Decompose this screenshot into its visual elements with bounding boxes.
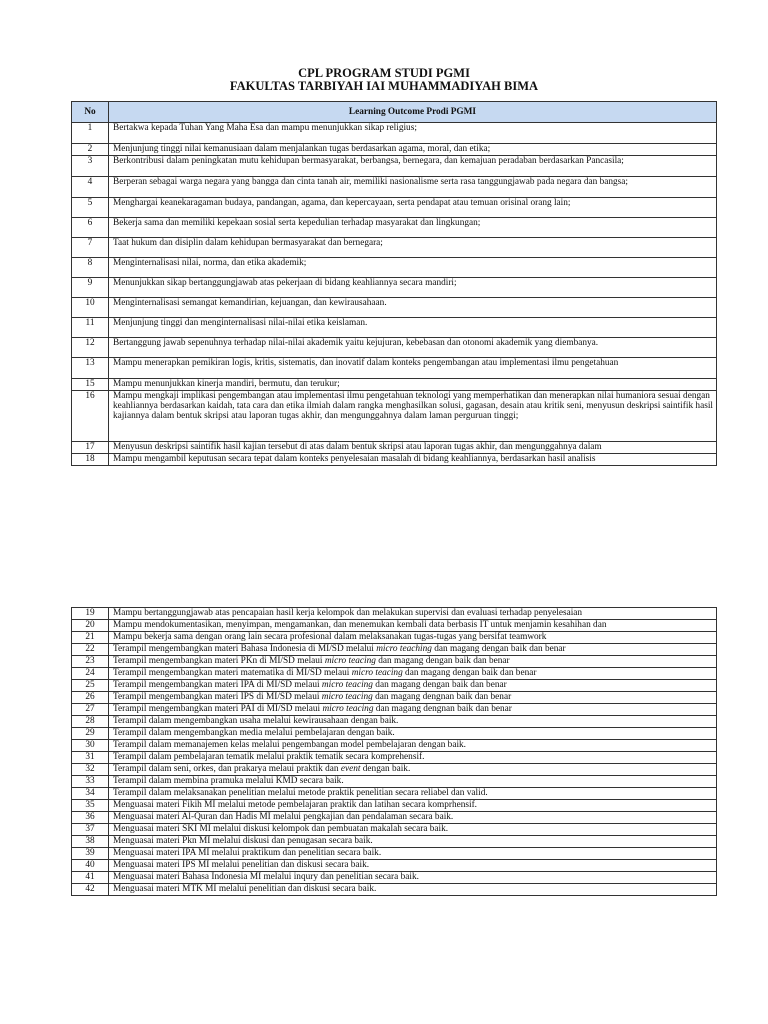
table-row	[72, 752, 717, 764]
column-header-no: No	[72, 102, 109, 123]
outcome-text: Terampil dalam mengembangkan media melalui pembelajaran dengan baik.	[109, 728, 717, 740]
row-number: 33	[72, 776, 109, 788]
outcome-text	[109, 668, 717, 680]
table-row	[72, 728, 717, 740]
table-row	[72, 278, 717, 298]
table-row	[72, 812, 717, 824]
outcome-text-part: Terampil mengembangkan materi matematika di MI/SD melaui	[113, 668, 352, 678]
row-number: 6	[72, 218, 109, 238]
row-number: 13	[72, 358, 109, 379]
row-number: 35	[72, 800, 109, 812]
row-number: 30	[72, 740, 109, 752]
row-number: 15	[72, 379, 109, 391]
table-row	[72, 704, 717, 716]
row-number: 8	[72, 258, 109, 278]
row-number: 20	[72, 620, 109, 632]
table-row	[72, 800, 717, 812]
row-number: 27	[72, 704, 109, 716]
outcome-text	[109, 656, 717, 668]
outcome-text: Mampu menunjukkan kinerja mandiri, bermutu, dan terukur;	[109, 379, 717, 391]
outcome-text: Mampu mengkaji implikasi pengembangan atau implementasi ilmu pengetahuan teknologi yang memperhatikan dan menerapkan nilai humaniora sesuai dengan keahliannya berdasarkan kaidah, tata cara dan etika ilmiah dalam rangka menghasilkan solusi, gagasan, desain atau kritik seni, menyusun deskripsi saintifik hasil kajiannya dalam bentuk skripsi atau laporan tugas akhir, dan mengunggahnya dalam laman perguruan tinggi;	[109, 391, 717, 442]
document-subtitle: FAKULTAS TARBIYAH IAI MUHAMMADIYAH BIMA	[229, 79, 539, 93]
table-row	[72, 454, 717, 466]
table-row	[72, 258, 717, 278]
table-row	[72, 298, 717, 318]
outcome-text-part: Terampil mengembangkan materi Bahasa Indonesia di MI/SD melalui	[113, 644, 377, 654]
outcome-text-part: Terampil mengembangkan materi IPA di MI/SD melaui	[113, 680, 322, 690]
table-row	[72, 338, 717, 358]
table-row	[72, 358, 717, 379]
row-number: 11	[72, 318, 109, 338]
table-row	[72, 391, 717, 442]
row-number: 28	[72, 716, 109, 728]
outcome-text-part: dan magang dengnan baik dan benar	[373, 704, 512, 714]
outcome-text: Terampil dalam pembelajaran tematik melalui praktik tematik secara komprehensif.	[109, 752, 717, 764]
outcome-text: Menyusun deskripsi saintifik hasil kajian tersebut di atas dalam bentuk skripsi atau laporan tugas akhir, dan mengunggahnya dalam	[109, 442, 717, 454]
outcome-text: Taat hukum dan disiplin dalam kehidupan bermasyarakat dan bernegara;	[109, 238, 717, 258]
learning-outcome-table-part1	[71, 101, 717, 466]
table-row	[72, 620, 717, 632]
row-number: 38	[72, 836, 109, 848]
table-row	[72, 668, 717, 680]
outcome-text: Berkontribusi dalam peningkatan mutu kehidupan bermasyarakat, berbangsa, bernegara, dan kemajuan peradaban berdasarkan Pancasila;	[109, 156, 717, 177]
outcome-text-part: dan magang dengan baik dan benar	[431, 644, 566, 654]
outcome-text: Menguasai materi Pkn MI melalui diskusi dan penugasan secara baik.	[109, 836, 717, 848]
outcome-text-part: Terampil mengembangkan materi IPS di MI/SD melaui	[113, 692, 322, 702]
outcome-text-part: dan magang dengnan baik dan benar	[372, 692, 512, 702]
table-header-row	[72, 102, 717, 123]
outcome-text-italic: micro teacing	[321, 692, 373, 702]
outcome-text: Menginternalisasi nilai, norma, dan etika akademik;	[109, 258, 717, 278]
outcome-text: Menguasai materi MTK MI melalui penelitian dan diskusi secara baik.	[109, 884, 717, 896]
table-row	[72, 680, 717, 692]
outcome-text: Bertanggung jawab sepenuhnya terhadap nilai-nilai akademik yaitu kejujuran, kebebasan dan otonomi akademik yang diembanya.	[109, 338, 717, 358]
table-row	[72, 836, 717, 848]
row-number: 39	[72, 848, 109, 860]
outcome-text-italic: micro teacing	[321, 680, 373, 690]
row-number: 40	[72, 860, 109, 872]
outcome-text: Terampil dalam melaksanakan penelitian melalui metode praktik penelitian secara reliabel dan valid.	[109, 788, 717, 800]
row-number: 34	[72, 788, 109, 800]
table-row	[72, 318, 717, 338]
outcome-text-part: Terampil mengembangkan materi PAI di MI/SD melaui	[113, 704, 323, 714]
outcome-text	[109, 692, 717, 704]
outcome-text: Mampu mengambil keputusan secara tepat dalam konteks penyelesaian masalah di bidang keahliannya, berdasarkan hasil analisis	[109, 454, 717, 466]
outcome-text: Menunjukkan sikap bertanggungjawab atas pekerjaan di bidang keahliannya secara mandiri;	[109, 278, 717, 298]
row-number: 26	[72, 692, 109, 704]
row-number: 16	[72, 391, 109, 442]
outcome-text-italic: micro teacing	[351, 668, 403, 678]
table-row	[72, 442, 717, 454]
outcome-text: Menguasai materi Fikih MI melalui metode pembelajaran praktik dan latihan secara komprhensif.	[109, 800, 717, 812]
table-row	[72, 860, 717, 872]
outcome-text-part: dengan baik.	[360, 764, 411, 774]
row-number: 19	[72, 608, 109, 620]
row-number: 24	[72, 668, 109, 680]
outcome-text: Menguasai materi IPA MI melalui praktikum dan penelitian secara baik.	[109, 848, 717, 860]
row-number: 32	[72, 764, 109, 776]
table-row	[72, 144, 717, 156]
outcome-text: Menjunjung tinggi nilai kemanusiaan dalam menjalankan tugas berdasarkan agama, moral, dan etika;	[109, 144, 717, 156]
outcome-text: Mampu bertanggungjawab atas pencapaian hasil kerja kelompok dan melakukan supervisi dan evaluasi terhadap penyelesaian	[109, 608, 717, 620]
row-number: 22	[72, 644, 109, 656]
row-number: 10	[72, 298, 109, 318]
table-row	[72, 716, 717, 728]
table-row	[72, 656, 717, 668]
outcome-text	[109, 644, 717, 656]
table-row	[72, 156, 717, 177]
table-row	[72, 632, 717, 644]
document-title: CPL PROGRAM STUDI PGMI	[298, 66, 470, 80]
table-row	[72, 872, 717, 884]
outcome-text-part: Terampil dalam seni, orkes, dan prakarya melaui praktik dan	[113, 764, 341, 774]
outcome-text	[109, 704, 717, 716]
outcome-text: Terampil dalam mengembangkan usaha melalui kewirausahaan dengan baik.	[109, 716, 717, 728]
table-row	[72, 740, 717, 752]
outcome-text	[109, 764, 717, 776]
outcome-text: Menguasai materi Al-Quran dan Hadis MI melalui pengkajian dan pendalaman secara baik.	[109, 812, 717, 824]
table-row	[72, 764, 717, 776]
table-row	[72, 788, 717, 800]
table-row	[72, 884, 717, 896]
outcome-text: Mampu menerapkan pemikiran logis, kritis, sistematis, dan inovatif dalam konteks pengembangan atau implementasi ilmu pengetahuan	[109, 358, 717, 379]
outcome-text: Bekerja sama dan memiliki kepekaan sosial serta kepedulian terhadap masyarakat dan lingkungan;	[109, 218, 717, 238]
outcome-text: Menginternalisasi semangat kemandirian, kejuangan, dan kewirausahaan.	[109, 298, 717, 318]
column-header-outcome: Learning Outcome Prodi PGMI	[109, 102, 717, 123]
outcome-text-part: Terampil mengembangkan materi PKn di MI/SD melaui	[113, 656, 325, 666]
row-number: 31	[72, 752, 109, 764]
outcome-text: Terampil dalam membina pramuka melalui KMD secara baik.	[109, 776, 717, 788]
outcome-text	[109, 680, 717, 692]
table-row	[72, 379, 717, 391]
outcome-text-italic: event	[340, 764, 361, 774]
table-row	[72, 644, 717, 656]
row-number: 21	[72, 632, 109, 644]
table-row	[72, 692, 717, 704]
outcome-text-part: dan magang dengan baik dan benar	[372, 680, 507, 690]
outcome-text-italic: micro teacing	[322, 704, 374, 714]
outcome-text: Berperan sebagai warga negara yang bangga dan cinta tanah air, memiliki nasionalisme serta rasa tanggungjawab pada negara dan bangsa;	[109, 177, 717, 198]
row-number: 9	[72, 278, 109, 298]
row-number: 5	[72, 198, 109, 218]
table-row	[72, 177, 717, 198]
row-number: 1	[72, 123, 109, 144]
outcome-text: Mampu bekerja sama dengan orang lain secara profesional dalam melaksanakan tugas-tugas yang bersifat teamwork	[109, 632, 717, 644]
outcome-text: Bertakwa kepada Tuhan Yang Maha Esa dan mampu menunjukkan sikap religius;	[109, 123, 717, 144]
row-number: 18	[72, 454, 109, 466]
row-number: 37	[72, 824, 109, 836]
row-number: 25	[72, 680, 109, 692]
table-row	[72, 608, 717, 620]
row-number: 42	[72, 884, 109, 896]
outcome-text: Menghargai keanekaragaman budaya, pandangan, agama, dan kepercayaan, serta pendapat atau temuan orisinal orang lain;	[109, 198, 717, 218]
table-row	[72, 824, 717, 836]
row-number: 23	[72, 656, 109, 668]
table-row	[72, 218, 717, 238]
row-number: 29	[72, 728, 109, 740]
outcome-text: Menguasai materi SKI MI melalui diskusi kelompok dan pembuatan makalah secara baik.	[109, 824, 717, 836]
table-row	[72, 123, 717, 144]
table-row	[72, 238, 717, 258]
table-row	[72, 776, 717, 788]
table-row	[72, 848, 717, 860]
outcome-text: Mampu mendokumentasikan, menyimpan, mengamankan, dan menemukan kembali data berbasis IT untuk menjamin kesahihan dan	[109, 620, 717, 632]
outcome-text-italic: micro teaching	[376, 644, 432, 654]
table-row	[72, 198, 717, 218]
learning-outcome-table-part2	[71, 607, 717, 896]
outcome-text: Terampil dalam memanajemen kelas melalui pengembangan model pembelajaran dengan baik.	[109, 740, 717, 752]
row-number: 17	[72, 442, 109, 454]
row-number: 2	[72, 144, 109, 156]
outcome-text-part: dan magang dengan baik dan benar	[402, 668, 537, 678]
outcome-text-italic: micro teacing	[324, 656, 376, 666]
row-number: 12	[72, 338, 109, 358]
outcome-text-part: dan magang dengan baik dan benar	[375, 656, 510, 666]
row-number: 3	[72, 156, 109, 177]
row-number: 41	[72, 872, 109, 884]
row-number: 36	[72, 812, 109, 824]
outcome-text: Menguasai materi Bahasa Indonesia MI melalui inqury dan penelitian secara baik.	[109, 872, 717, 884]
row-number: 7	[72, 238, 109, 258]
outcome-text: Menjunjung tinggi dan menginternalisasi nilai-nilai etika keislaman.	[109, 318, 717, 338]
outcome-text: Menguasai materi IPS MI melalui penelitian dan diskusi secara baik.	[109, 860, 717, 872]
row-number: 4	[72, 177, 109, 198]
